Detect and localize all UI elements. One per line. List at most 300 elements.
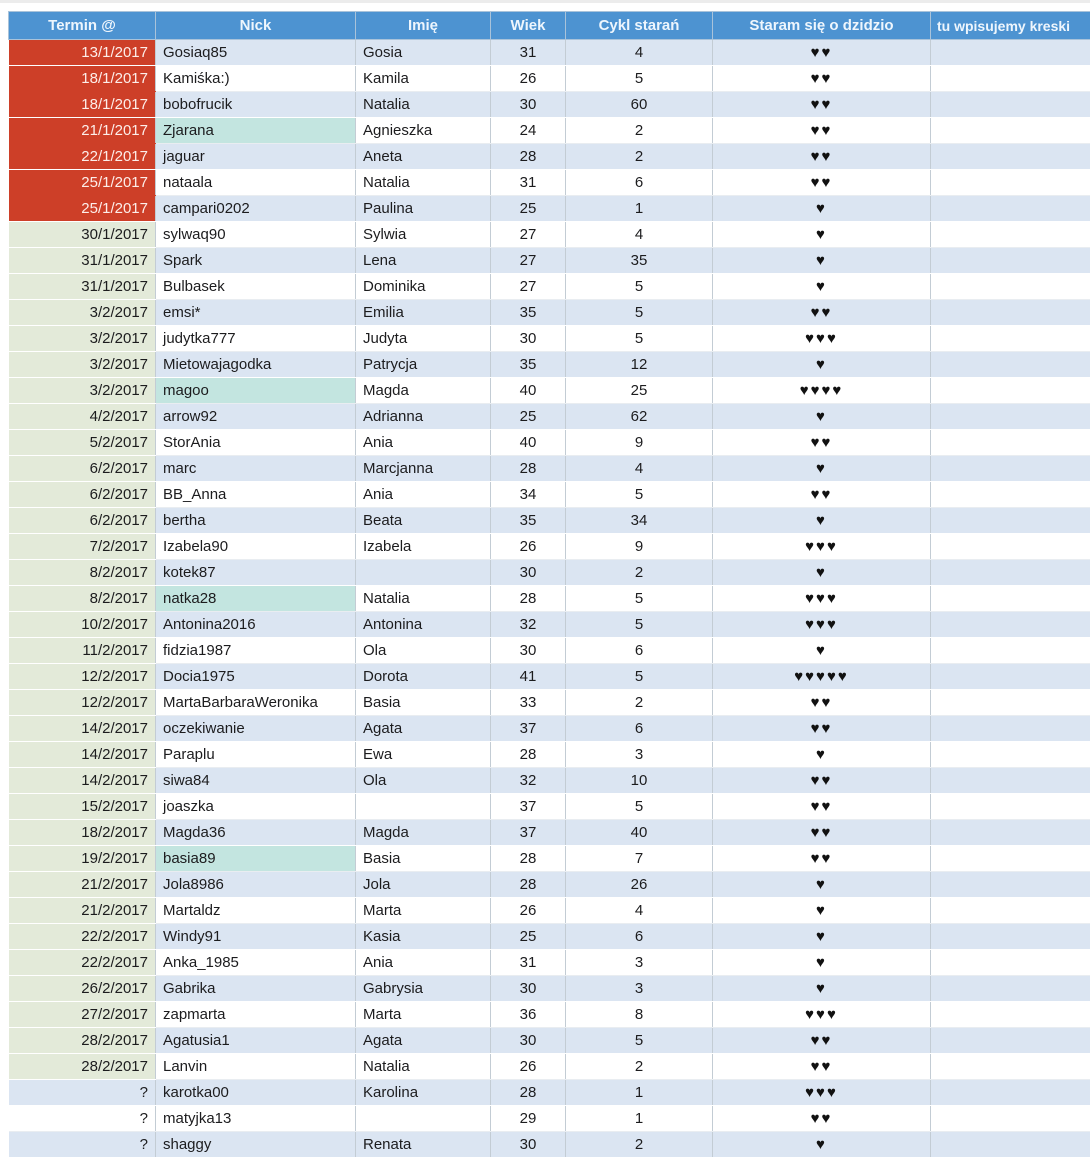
cell-hearts heart-icons[interactable]: ♥ (713, 1132, 931, 1158)
cell-imie[interactable]: Natalia (356, 92, 491, 118)
cell-hearts heart-icons[interactable]: ♥♥ (713, 768, 931, 794)
cell-kreski[interactable] (931, 586, 1090, 612)
cell-wiek[interactable]: 30 (491, 638, 566, 664)
cell-wiek[interactable]: 26 (491, 66, 566, 92)
cell-termin[interactable]: 25/1/2017 (9, 170, 156, 196)
cell-nick[interactable]: sylwaq90 (156, 222, 356, 248)
cell-nick[interactable]: kotek87 (156, 560, 356, 586)
cell-kreski[interactable] (931, 92, 1090, 118)
cell-kreski[interactable] (931, 300, 1090, 326)
cell-imie[interactable]: Ewa (356, 742, 491, 768)
cell-cykl[interactable]: 1 (566, 1080, 713, 1106)
cell-wiek[interactable]: 25 (491, 404, 566, 430)
column-header-termin[interactable]: Termin @ (9, 12, 156, 40)
cell-hearts heart-icons[interactable]: ♥ (713, 508, 931, 534)
cell-cykl[interactable]: 8 (566, 1002, 713, 1028)
cell-wiek[interactable]: 30 (491, 560, 566, 586)
cell-imie[interactable]: Sylwia (356, 222, 491, 248)
cell-kreski[interactable] (931, 1080, 1090, 1106)
cell-kreski[interactable] (931, 248, 1090, 274)
cell-kreski[interactable] (931, 40, 1090, 66)
cell-termin[interactable]: 31/1/2017 (9, 248, 156, 274)
cell-kreski[interactable] (931, 1106, 1090, 1132)
cell-nick[interactable]: shaggy (156, 1132, 356, 1158)
cell-nick[interactable]: Kamiśka:) (156, 66, 356, 92)
cell-imie[interactable]: Antonina (356, 612, 491, 638)
cell-nick[interactable]: BB_Anna (156, 482, 356, 508)
cell-hearts heart-icons[interactable]: ♥ (713, 924, 931, 950)
cell-wiek[interactable]: 30 (491, 1132, 566, 1158)
cell-wiek[interactable]: 31 (491, 170, 566, 196)
cell-imie[interactable]: Kasia (356, 924, 491, 950)
cell-imie[interactable]: Agnieszka (356, 118, 491, 144)
cell-hearts heart-icons[interactable]: ♥♥ (713, 66, 931, 92)
cell-kreski[interactable] (931, 898, 1090, 924)
cell-termin[interactable]: ? (9, 1106, 156, 1132)
cell-hearts heart-icons[interactable]: ♥♥♥ (713, 326, 931, 352)
cell-termin[interactable]: 15/2/2017 (9, 794, 156, 820)
cell-termin[interactable]: 3/2/2017 (9, 326, 156, 352)
cell-imie[interactable]: Ania (356, 430, 491, 456)
cell-nick[interactable]: fidzia1987 (156, 638, 356, 664)
cell-wiek[interactable]: 27 (491, 274, 566, 300)
cell-imie[interactable]: Marcjanna (356, 456, 491, 482)
cell-cykl[interactable]: 4 (566, 456, 713, 482)
cell-wiek[interactable]: 30 (491, 1028, 566, 1054)
cell-nick[interactable]: Bulbasek (156, 274, 356, 300)
cell-wiek[interactable]: 27 (491, 248, 566, 274)
cell-termin[interactable]: 6/2/2017 (9, 456, 156, 482)
cell-hearts heart-icons[interactable]: ♥ (713, 638, 931, 664)
cell-imie[interactable]: Magda (356, 820, 491, 846)
cell-nick[interactable]: StorAnia (156, 430, 356, 456)
cell-cykl[interactable]: 2 (566, 690, 713, 716)
cell-imie[interactable]: Gabrysia (356, 976, 491, 1002)
cell-hearts heart-icons[interactable]: ♥ (713, 404, 931, 430)
cell-hearts heart-icons[interactable]: ♥♥♥ (713, 612, 931, 638)
column-header-wiek[interactable]: Wiek (491, 12, 566, 40)
cell-cykl[interactable]: 4 (566, 222, 713, 248)
cell-nick[interactable]: Docia1975 (156, 664, 356, 690)
cell-kreski[interactable] (931, 612, 1090, 638)
cell-termin[interactable]: 21/1/2017 (9, 118, 156, 144)
cell-nick[interactable]: Spark (156, 248, 356, 274)
cell-wiek[interactable]: 35 (491, 300, 566, 326)
cell-wiek[interactable]: 28 (491, 456, 566, 482)
cell-kreski[interactable] (931, 924, 1090, 950)
cell-cykl[interactable]: 2 (566, 1054, 713, 1080)
cell-termin[interactable]: 12/2/2017 (9, 664, 156, 690)
cell-nick[interactable]: Agatusia1 (156, 1028, 356, 1054)
cell-termin[interactable]: ? (9, 1132, 156, 1158)
cell-kreski[interactable] (931, 976, 1090, 1002)
cell-hearts heart-icons[interactable]: ♥ (713, 872, 931, 898)
cell-cykl[interactable]: 35 (566, 248, 713, 274)
cell-nick[interactable]: Antonina2016 (156, 612, 356, 638)
cell-nick[interactable]: jaguar (156, 144, 356, 170)
cell-termin[interactable]: 22/2/2017 (9, 924, 156, 950)
cell-hearts heart-icons[interactable]: ♥♥ (713, 1054, 931, 1080)
cell-kreski[interactable] (931, 404, 1090, 430)
cell-imie[interactable]: Kamila (356, 66, 491, 92)
cell-imie[interactable]: Adrianna (356, 404, 491, 430)
cell-kreski[interactable] (931, 794, 1090, 820)
cell-wiek[interactable]: 40 (491, 378, 566, 404)
cell-hearts heart-icons[interactable]: ♥ (713, 274, 931, 300)
cell-imie[interactable]: Dorota (356, 664, 491, 690)
cell-termin[interactable]: 22/2/2017 (9, 950, 156, 976)
cell-kreski[interactable] (931, 560, 1090, 586)
cell-hearts heart-icons[interactable]: ♥♥♥ (713, 586, 931, 612)
cell-cykl[interactable]: 4 (566, 40, 713, 66)
cell-nick[interactable]: Windy91 (156, 924, 356, 950)
cell-kreski[interactable] (931, 664, 1090, 690)
cell-wiek[interactable]: 30 (491, 92, 566, 118)
cell-cykl[interactable]: 9 (566, 534, 713, 560)
cell-cykl[interactable]: 5 (566, 482, 713, 508)
cell-hearts heart-icons[interactable]: ♥♥ (713, 820, 931, 846)
cell-imie[interactable]: Dominika (356, 274, 491, 300)
cell-kreski[interactable] (931, 274, 1090, 300)
cell-imie[interactable]: Agata (356, 716, 491, 742)
cell-nick[interactable]: Magda36 (156, 820, 356, 846)
cell-cykl[interactable]: 62 (566, 404, 713, 430)
cell-termin[interactable]: 18/2/2017 (9, 820, 156, 846)
cell-hearts heart-icons[interactable]: ♥ (713, 950, 931, 976)
cell-cykl[interactable]: 5 (566, 586, 713, 612)
cell-hearts heart-icons[interactable]: ♥♥ (713, 846, 931, 872)
cell-wiek[interactable]: 25 (491, 196, 566, 222)
cell-nick[interactable]: Anka_1985 (156, 950, 356, 976)
cell-hearts heart-icons[interactable]: ♥♥ (713, 300, 931, 326)
column-header-imie[interactable]: Imię (356, 12, 491, 40)
cell-imie[interactable]: Gosia (356, 40, 491, 66)
cell-nick[interactable]: matyjka13 (156, 1106, 356, 1132)
cell-kreski[interactable] (931, 118, 1090, 144)
cell-hearts heart-icons[interactable]: ♥ (713, 222, 931, 248)
cell-imie[interactable]: Karolina (356, 1080, 491, 1106)
cell-imie[interactable]: Ola (356, 638, 491, 664)
cell-termin[interactable]: 12/2/2017 (9, 690, 156, 716)
cell-kreski[interactable] (931, 378, 1090, 404)
cell-kreski[interactable] (931, 456, 1090, 482)
cell-cykl[interactable]: 3 (566, 742, 713, 768)
cell-wiek[interactable]: 34 (491, 482, 566, 508)
cell-kreski[interactable] (931, 196, 1090, 222)
cell-termin[interactable]: 8/2/2017 (9, 586, 156, 612)
cell-cykl[interactable]: 1 (566, 1106, 713, 1132)
cell-kreski[interactable] (931, 638, 1090, 664)
cell-termin[interactable]: 10/2/2017 (9, 612, 156, 638)
cell-kreski[interactable] (931, 950, 1090, 976)
cell-cykl[interactable]: 6 (566, 170, 713, 196)
cell-kreski[interactable] (931, 1132, 1090, 1158)
cell-hearts heart-icons[interactable]: ♥ (713, 976, 931, 1002)
cell-nick[interactable]: Mietowajagodka (156, 352, 356, 378)
column-header-staram-sie-o-dzidzio[interactable]: Staram się o dzidzio (713, 12, 931, 40)
cell-kreski[interactable] (931, 508, 1090, 534)
cell-cykl[interactable]: 6 (566, 924, 713, 950)
cell-termin[interactable]: 19/2/2017 (9, 846, 156, 872)
cell-hearts heart-icons[interactable]: ♥ (713, 742, 931, 768)
cell-nick[interactable]: arrow92 (156, 404, 356, 430)
cell-termin[interactable]: 6/2/2017 (9, 508, 156, 534)
cell-cykl[interactable]: 34 (566, 508, 713, 534)
cell-imie[interactable]: Basia (356, 690, 491, 716)
cell-termin[interactable]: 13/1/2017 (9, 40, 156, 66)
cell-termin[interactable]: 25/1/2017 (9, 196, 156, 222)
cell-kreski[interactable] (931, 690, 1090, 716)
cell-kreski[interactable] (931, 326, 1090, 352)
cell-nick[interactable]: Paraplu (156, 742, 356, 768)
cell-termin[interactable]: 21/2/2017 (9, 898, 156, 924)
cell-imie[interactable]: Natalia (356, 1054, 491, 1080)
cell-hearts heart-icons[interactable]: ♥♥♥ (713, 1002, 931, 1028)
cell-kreski[interactable] (931, 768, 1090, 794)
cell-nick[interactable]: Lanvin (156, 1054, 356, 1080)
cell-cykl[interactable]: 60 (566, 92, 713, 118)
cell-imie[interactable]: Marta (356, 1002, 491, 1028)
cell-nick[interactable]: bobofrucik (156, 92, 356, 118)
cell-cykl[interactable]: 3 (566, 976, 713, 1002)
cell-imie[interactable]: Aneta (356, 144, 491, 170)
cell-termin[interactable]: 7/2/2017 (9, 534, 156, 560)
cell-kreski[interactable] (931, 742, 1090, 768)
cell-cykl[interactable]: 6 (566, 638, 713, 664)
cell-nick[interactable]: siwa84 (156, 768, 356, 794)
cell-imie[interactable] (356, 1106, 491, 1132)
cell-imie[interactable]: Agata (356, 1028, 491, 1054)
cell-nick[interactable]: Gosiaq85 (156, 40, 356, 66)
cell-kreski[interactable] (931, 482, 1090, 508)
cell-wiek[interactable]: 26 (491, 534, 566, 560)
cell-nick[interactable]: Zjarana (156, 118, 356, 144)
cell-termin[interactable]: 11/2/2017 (9, 638, 156, 664)
cell-hearts heart-icons[interactable]: ♥♥ (713, 794, 931, 820)
cell-wiek[interactable]: 28 (491, 846, 566, 872)
cell-wiek[interactable]: 29 (491, 1106, 566, 1132)
cell-kreski[interactable] (931, 1002, 1090, 1028)
cell-termin[interactable]: 4/2/2017 (9, 404, 156, 430)
cell-hearts heart-icons[interactable]: ♥ (713, 248, 931, 274)
cell-nick[interactable]: Izabela90 (156, 534, 356, 560)
cell-nick[interactable]: karotka00 (156, 1080, 356, 1106)
cell-nick[interactable]: nataala (156, 170, 356, 196)
cell-wiek[interactable]: 26 (491, 898, 566, 924)
cell-nick[interactable]: natka28 (156, 586, 356, 612)
cell-nick[interactable]: campari0202 (156, 196, 356, 222)
cell-cykl[interactable]: 9 (566, 430, 713, 456)
cell-nick[interactable]: basia89 (156, 846, 356, 872)
cell-hearts heart-icons[interactable]: ♥♥ (713, 170, 931, 196)
cell-imie[interactable]: Ania (356, 482, 491, 508)
cell-nick[interactable]: Jola8986 (156, 872, 356, 898)
cell-termin[interactable]: 21/2/2017 (9, 872, 156, 898)
cell-cykl[interactable]: 2 (566, 1132, 713, 1158)
cell-hearts heart-icons[interactable]: ♥♥♥♥♥ (713, 664, 931, 690)
cell-nick[interactable]: judytka777 (156, 326, 356, 352)
cell-hearts heart-icons[interactable]: ♥ (713, 456, 931, 482)
cell-wiek[interactable]: 28 (491, 742, 566, 768)
cell-cykl[interactable]: 26 (566, 872, 713, 898)
cell-cykl[interactable]: 3 (566, 950, 713, 976)
cell-wiek[interactable]: 35 (491, 508, 566, 534)
cell-hearts heart-icons[interactable]: ♥♥ (713, 482, 931, 508)
cell-cykl[interactable]: 4 (566, 898, 713, 924)
cell-cykl[interactable]: 5 (566, 612, 713, 638)
cell-hearts heart-icons[interactable]: ♥♥ (713, 144, 931, 170)
cell-hearts heart-icons[interactable]: ♥ (713, 196, 931, 222)
cell-kreski[interactable] (931, 716, 1090, 742)
cell-termin[interactable]: 26/2/2017 (9, 976, 156, 1002)
cell-cykl[interactable]: 2 (566, 560, 713, 586)
cell-termin[interactable]: 14/2/2017 (9, 768, 156, 794)
cell-hearts heart-icons[interactable]: ♥♥ (713, 1028, 931, 1054)
cell-wiek[interactable]: 37 (491, 794, 566, 820)
cell-imie[interactable]: Lena (356, 248, 491, 274)
cell-imie[interactable]: Jola (356, 872, 491, 898)
cell-kreski[interactable] (931, 1028, 1090, 1054)
cell-imie[interactable]: Beata (356, 508, 491, 534)
cell-nick[interactable]: marc (156, 456, 356, 482)
cell-wiek[interactable]: 28 (491, 872, 566, 898)
cell-imie[interactable]: Basia (356, 846, 491, 872)
cell-cykl[interactable]: 6 (566, 716, 713, 742)
cell-cykl[interactable]: 40 (566, 820, 713, 846)
column-header-tu-wpisujemy-kreski[interactable]: tu wpisujemy kreski (931, 12, 1090, 40)
cell-cykl[interactable]: 2 (566, 118, 713, 144)
cell-cykl[interactable]: 5 (566, 1028, 713, 1054)
cell-kreski[interactable] (931, 222, 1090, 248)
cell-wiek[interactable]: 31 (491, 40, 566, 66)
cell-hearts heart-icons[interactable]: ♥ (713, 352, 931, 378)
cell-cykl[interactable]: 2 (566, 144, 713, 170)
cell-nick[interactable]: Gabrika (156, 976, 356, 1002)
cell-wiek[interactable]: 27 (491, 222, 566, 248)
cell-imie[interactable]: Judyta (356, 326, 491, 352)
cell-wiek[interactable]: 40 (491, 430, 566, 456)
cell-imie[interactable] (356, 560, 491, 586)
cell-kreski[interactable] (931, 820, 1090, 846)
cell-hearts heart-icons[interactable]: ♥♥ (713, 430, 931, 456)
cell-wiek[interactable]: 36 (491, 1002, 566, 1028)
cell-termin[interactable]: 28/2/2017 (9, 1028, 156, 1054)
cell-hearts heart-icons[interactable]: ♥♥ (713, 40, 931, 66)
cell-termin[interactable]: 5/2/2017 (9, 430, 156, 456)
cell-wiek[interactable]: 37 (491, 716, 566, 742)
cell-imie[interactable]: Natalia (356, 586, 491, 612)
cell-kreski[interactable] (931, 170, 1090, 196)
cell-wiek[interactable]: 41 (491, 664, 566, 690)
cell-termin[interactable]: 31/1/2017 (9, 274, 156, 300)
cell-kreski[interactable] (931, 1054, 1090, 1080)
cell-kreski[interactable] (931, 352, 1090, 378)
cell-cykl[interactable]: 5 (566, 664, 713, 690)
cell-wiek[interactable]: 31 (491, 950, 566, 976)
cell-imie[interactable]: Izabela (356, 534, 491, 560)
cell-hearts heart-icons[interactable]: ♥♥ (713, 1106, 931, 1132)
cell-kreski[interactable] (931, 430, 1090, 456)
column-header-cykl-staran[interactable]: Cykl starań (566, 12, 713, 40)
cell-imie[interactable] (356, 794, 491, 820)
cell-hearts heart-icons[interactable]: ♥♥ (713, 92, 931, 118)
cell-hearts heart-icons[interactable]: ♥♥♥ (713, 534, 931, 560)
cell-cykl[interactable]: 5 (566, 66, 713, 92)
cell-termin[interactable]: 6/2/2017 (9, 482, 156, 508)
cell-wiek[interactable]: 37 (491, 820, 566, 846)
cell-termin[interactable]: 28/2/2017 (9, 1054, 156, 1080)
cell-nick[interactable]: bertha (156, 508, 356, 534)
cell-imie[interactable]: Ola (356, 768, 491, 794)
cell-wiek[interactable]: 26 (491, 1054, 566, 1080)
column-header-nick[interactable]: Nick (156, 12, 356, 40)
cell-cykl[interactable]: 5 (566, 326, 713, 352)
cell-kreski[interactable] (931, 846, 1090, 872)
cell-wiek[interactable]: 30 (491, 326, 566, 352)
cell-nick[interactable]: emsi* (156, 300, 356, 326)
cell-cykl[interactable]: 10 (566, 768, 713, 794)
cell-termin[interactable]: 3/2/2017 (9, 378, 156, 404)
cell-wiek[interactable]: 35 (491, 352, 566, 378)
cell-wiek[interactable]: 28 (491, 144, 566, 170)
cell-wiek[interactable]: 32 (491, 612, 566, 638)
cell-hearts heart-icons[interactable]: ♥♥ (713, 716, 931, 742)
cell-hearts heart-icons[interactable]: ♥ (713, 560, 931, 586)
cell-hearts heart-icons[interactable]: ♥ (713, 898, 931, 924)
cell-termin[interactable]: ? (9, 1080, 156, 1106)
cell-termin[interactable]: 8/2/2017 (9, 560, 156, 586)
cell-kreski[interactable] (931, 144, 1090, 170)
cell-hearts heart-icons[interactable]: ♥♥♥ (713, 1080, 931, 1106)
cell-cykl[interactable]: 1 (566, 196, 713, 222)
cell-wiek[interactable]: 24 (491, 118, 566, 144)
cell-cykl[interactable]: 5 (566, 794, 713, 820)
cell-imie[interactable]: Emilia (356, 300, 491, 326)
cell-kreski[interactable] (931, 534, 1090, 560)
cell-imie[interactable]: Paulina (356, 196, 491, 222)
cell-hearts heart-icons[interactable]: ♥♥♥♥ (713, 378, 931, 404)
cell-termin[interactable]: 3/2/2017 (9, 352, 156, 378)
cell-wiek[interactable]: 25 (491, 924, 566, 950)
cell-imie[interactable]: Magda (356, 378, 491, 404)
cell-hearts heart-icons[interactable]: ♥♥ (713, 118, 931, 144)
cell-termin[interactable]: 30/1/2017 (9, 222, 156, 248)
cell-nick[interactable]: Martaldz (156, 898, 356, 924)
cell-wiek[interactable]: 33 (491, 690, 566, 716)
cell-termin[interactable]: 14/2/2017 (9, 742, 156, 768)
cell-nick[interactable]: joaszka (156, 794, 356, 820)
cell-nick[interactable]: oczekiwanie (156, 716, 356, 742)
cell-imie[interactable]: Natalia (356, 170, 491, 196)
cell-termin[interactable]: 22/1/2017 (9, 144, 156, 170)
cell-cykl[interactable]: 5 (566, 274, 713, 300)
cell-cykl[interactable]: 25 (566, 378, 713, 404)
cell-cykl[interactable]: 7 (566, 846, 713, 872)
cell-termin[interactable]: 27/2/2017 (9, 1002, 156, 1028)
cell-termin[interactable]: 18/1/2017 (9, 66, 156, 92)
cell-wiek[interactable]: 32 (491, 768, 566, 794)
cell-nick[interactable]: magoo (156, 378, 356, 404)
cell-imie[interactable]: Patrycja (356, 352, 491, 378)
cell-nick[interactable]: MartaBarbaraWeronika (156, 690, 356, 716)
cell-kreski[interactable] (931, 66, 1090, 92)
cell-hearts heart-icons[interactable]: ♥♥ (713, 690, 931, 716)
cell-kreski[interactable] (931, 872, 1090, 898)
cell-cykl[interactable]: 5 (566, 300, 713, 326)
cell-nick[interactable]: zapmarta (156, 1002, 356, 1028)
cell-imie[interactable]: Marta (356, 898, 491, 924)
cell-wiek[interactable]: 28 (491, 586, 566, 612)
